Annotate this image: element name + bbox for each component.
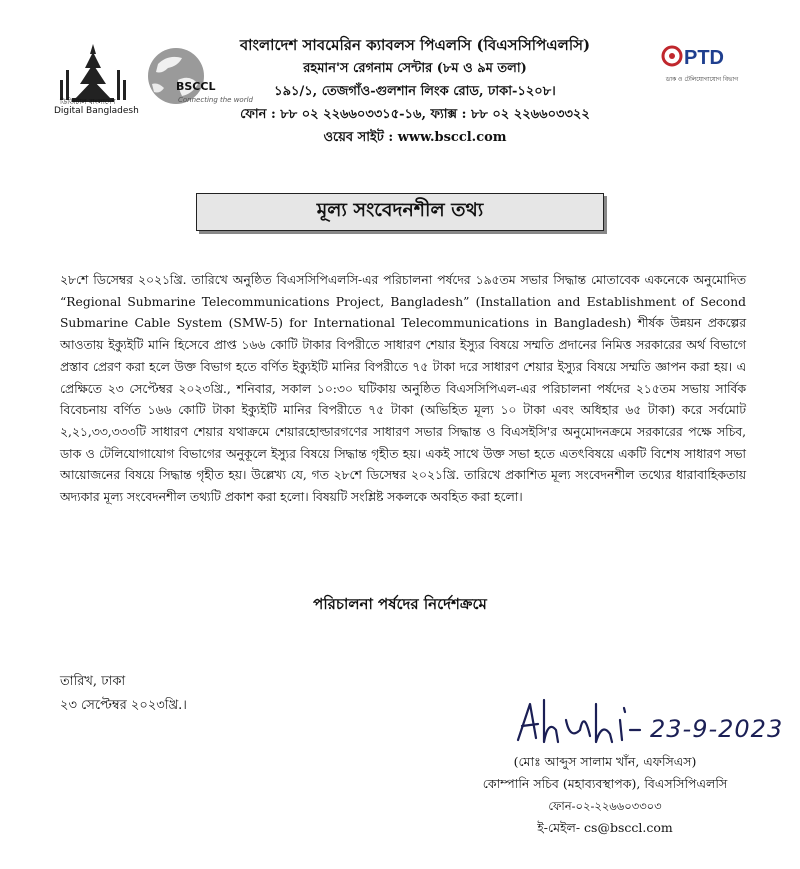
signer-designation: কোম্পানি সচিব (মহাব্যবস্থাপক), বিএসসিপিএলসি <box>482 776 728 791</box>
signer-email: ই-মেইল- cs@bsccl.com <box>537 820 673 835</box>
bsccl-logo-text: BSCCL <box>176 80 216 93</box>
address-line-2: ১৯১/১, তেজগাঁও-গুলশান লিংক রোড, ঢাকা-১২০৮। <box>274 84 556 99</box>
address-line-1: রহমান'স রেগনাম সেন্টার (৮ম ও ৯ম তলা) <box>303 61 527 76</box>
ptd-logo-text: PTD <box>684 47 724 69</box>
letterhead <box>225 34 605 149</box>
website: ওয়েব সাইট : www.bsccl.com <box>323 130 507 145</box>
bsccl-tagline: Connecting the world <box>178 96 253 104</box>
ptd-logo <box>660 42 738 70</box>
date-place: তারিখ, ঢাকা <box>60 674 126 689</box>
organization-name: বাংলাদেশ সাবমেরিন ক্যাবলস পিএলসি (বিএসসিপিএলসি) <box>239 36 591 54</box>
ptd-caption: ডাক ও টেলিযোগাযোগ বিভাগ <box>665 76 739 83</box>
digital-bangladesh-caption-en: Digital Bangladesh <box>54 106 139 116</box>
signer-phone: ফোন-০২-২২৬৬০৩৩০৩ <box>548 799 662 813</box>
handwritten-date: 23-9-2023 <box>650 715 784 743</box>
date-block <box>60 670 187 718</box>
issue-date: ২৩ সেপ্টেম্বর ২০২৩খ্রি.। <box>60 698 187 713</box>
signer-name: (মোঃ আব্দুস সালাম খাঁন, এফসিএস) <box>513 754 697 769</box>
board-directive: পরিচালনা পর্ষদের নির্দেশক্রমে <box>313 595 487 613</box>
phone-fax: ফোন : ৮৮ ০২ ২২৬৬০৩৩১৫-১৬, ফ্যাক্স : ৮৮ ০২ ২২৬৬০৩৩২২ <box>240 107 590 122</box>
document-title: মূল্য সংবেদনশীল তথ্য <box>196 193 604 231</box>
body-paragraph: ২৮শে ডিসেম্বর ২০২১খ্রি. তারিখে অনুষ্ঠিত বিএসসিপিএলসি-এর পরিচালনা পর্ষদের ১৯৫তম সভার সিদ্ধান্ত মোতাবেক একনেকে অনুমোদিত “Regional Submarine Telecommunications Project, Bangladesh” (Installation and Establishment of Second Submarine Cable System (SMW-5) for International Telecommunications in Bangladesh) শীর্ষক উন্নয়ন প্রকল্পের আওতায় ইক্যুইটি মানি হিসেবে প্রাপ্ত ১৬৬ কোটি টাকার বিপরীতে সাধারণ শেয়ার ইস্যুর বিষয়ে সম্মতি প্রদানের নিমিত্ত সরকারের অর্থ বিভাগে প্রস্তাব প্রেরণ করা হলে উক্ত বিভাগ হতে বর্ণিত ইক্যুইটি মানির বিপরীতে ৭৫ টাকা দরে সাধারণ শেয়ার ইস্যুর বিষয়ে সম্মতি জ্ঞাপন করা হয়। এ প্রেক্ষিতে ২৩ সেপ্টেম্বর ২০২৩খ্রি., শনিবার, সকাল ১০:৩০ ঘটিকায় অনুষ্ঠিত বিএসসিপিএল-এর পরিচালনা পর্ষদের ২১৫তম সভায় সার্বিক বিবেচনায় বর্ণিত ১৬৬ কোটি টাকা ইক্যুইটি মানির বিপরীতে ৭৫ টাকা (অভিহিত মূল্য ১০ টাকা এবং অধিহার ৬৫ টাকা) করে সর্বমোট ২,২১,৩৩,৩৩৩টি সাধারণ শেয়ার যথাক্রমে শেয়ারহোল্ডারগণের সাধারণ সভার সিদ্ধান্ত ও বিএসইসি'র অনুমোদনক্রমে সরকারের পক্ষে সচিব, ডাক ও টেলিযোগাযোগ বিভাগের অনুকূলে ইস্যুর বিষয়ে সিদ্ধান্ত গৃহীত হয়। একই সাথে উক্ত সভা হতে এতৎবিষয়ে একটি বিশেষ সাধারণ সভা আয়োজনের বিষয়ে সিদ্ধান্ত গৃহীত হয়। উল্লেখ্য যে, গত ২৮শে ডিসেম্বর ২০২১খ্রি. তারিখে প্রকাশিত মূল্য সংবেদনশীল তথ্যের ধারাবাহিকতায় অদ্যকার মূল্য সংবেদনশীল তথ্যটি প্রকাশ করা হলো। বিষয়টি সংশ্লিষ্ট সকলকে অবহিত করা হলো। <box>60 273 746 505</box>
digital-bangladesh-caption-bn: ডিজিটাল বাংলাদেশ <box>60 98 116 106</box>
signer-block <box>470 751 740 839</box>
